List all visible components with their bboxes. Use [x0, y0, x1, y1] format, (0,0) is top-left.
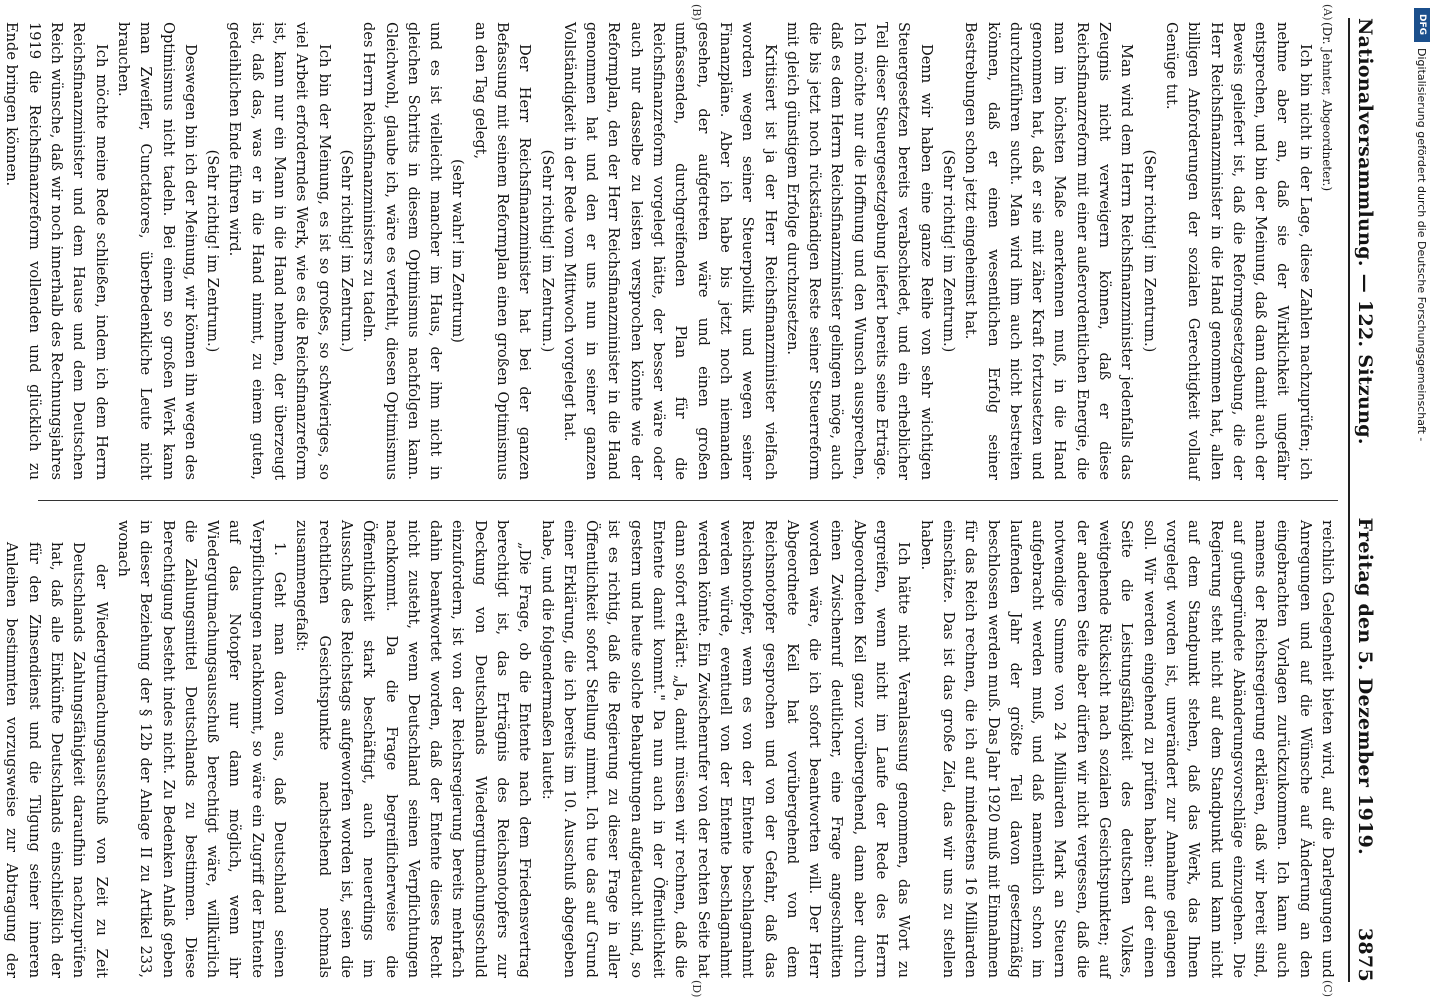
interjection: (Sehr richtig! im Zentrum.)	[337, 149, 355, 353]
stamp-text: Digitalisierung gefördert durch die Deutsche Forschungsgemeinschaft -	[1415, 48, 1428, 442]
page-header	[1354, 18, 1388, 982]
dfg-logo: DFG	[1414, 8, 1430, 42]
right-column	[3, 520, 1338, 978]
paragraph: Ich möchte meine Rede schließen, indem ich dem Herrn Reichsfinanzminister und dem Hause und dem Deutschen Reich wünsche, daß wir noch innerhalb des Rechnungsjahres 1919 die Reichsfinanzreform vollenden und glücklich zu Ende bringen können.	[3, 22, 110, 480]
interjection: (Sehr richtig! im Zentrum.)	[1140, 149, 1158, 353]
paragraph: Ich bin der Meinung, es ist so großes, so schwieriges, so viel Arbeit erforderndes Werk, wie es die Reichsfinanzreform ist, kann nur ein Mann in die Hand nehmen, der überzeugt ist, daß das, was er in die Hand nimmt, zu einem guten, gedeihlichen Ende führen wird.	[226, 22, 333, 480]
paragraph: Deswegen bin ich der Meinung, wir können ihn wegen des Optimismus nicht tadeln. Bei einem so großen Werk kann man Zweifler, Cunctatores, überbedenkliche Leute nicht brauchen.	[114, 22, 199, 480]
margin-mark-c: (C)	[1321, 980, 1334, 997]
column-divider	[38, 500, 1338, 501]
digitization-stamp	[1410, 48, 1432, 632]
paragraph: 1. Geht man davon aus, daß Deutschland seinen Verpflichtungen nachkommt, so wäre ein Zugriff der Entente auf das Notopfer nur dann möglich, wenn ihr Wiedergutmachungsausschuß berechtigt wäre, willkürlich die Zahlungsmittel Deutschlands zu bestimmen. Diese Berechtigung besteht indes nicht. Zu Bedenken Anlaß geben in dieser Beziehung der § 12b der Anlage II zu Artikel 233, wonach	[114, 520, 289, 978]
margin-mark-b: (B)	[690, 4, 703, 21]
paragraph: „Die Frage, ob die Entente nach dem Friedensvertrag berechtigt ist, das Erträgnis des Reichsnotopfers zur Deckung von Deutschlands Wiedergutmachungsschuld einzufordern, ist von der Reichsregierung bereits mehrfach dahin beantwortet worden, daß der Entente dieses Recht nicht zusteht, wenn Deutschland seinen Verpflichtungen nachkommt. Da die Frage begreiflicherweise die Öffentlichkeit stark beschäftigt, auch neuerdings im Ausschuß des Reichstags aufgeworfen worden ist, seien die rechtlichen Gesichtspunkte nachstehend nochmals zusammengefaßt:	[293, 520, 534, 978]
margin-mark-d: (D)	[690, 980, 703, 998]
paragraph: und es ist vielleicht mancher im Haus, der ihm nicht in gleichen Schritts in diesem Optimismus nachfolgen kann. Gleichwohl, glaube ich, wäre es verfehlt, diesen Optimismus des Herrn Reichsfinanzministers zu tadeln.	[360, 22, 445, 480]
interjection: (Sehr richtig! im Zentrum.)	[204, 149, 222, 353]
interjection: (sehr wahr! im Zentrum)	[449, 159, 467, 343]
speaker-line: (Dr. Jehnter, Abgeordneter.)	[1320, 22, 1334, 192]
header-rule	[1348, 18, 1350, 982]
margin-mark-a: (A)	[1321, 4, 1334, 21]
page-number: 3875	[1354, 927, 1376, 982]
paragraph: Kritisiert ist ja der Herr Reichsfinanzminister vielfach worden wegen seiner Steuerpolitik und wegen seiner Finanzpläne. Aber ich habe bis jetzt noch niemanden gesehen, der aufgetreten wäre und einen großen umfassenden, durchgreifenden Plan für die Reichsfinanzreform vorgelegt hätte, der besser wäre oder auch nur dasselbe zu leisten versprochen könnte wie der Reformplan, den der Herr Reichsfinanzminister in die Hand genommen hat und den er uns nun in seiner ganzen Vollständigkeit in der Rede vom Mittwoch vorgelegt hat.	[560, 22, 779, 480]
paragraph: Denn wir haben eine ganze Reihe von sehr wichtigen Steuergesetzen bereits verabschiedet, und ein erheblicher Teil dieser Steuergesetzgebung liefert bereits seine Erträge. Ich möchte nur die Hoffnung und den Wunsch aussprechen, daß es dem Herrn Reichsfinanzminister gelingen möge, auch die bis jetzt noch rückständigen Reste seiner Steuerreform mit gleich günstigem Erfolge durchzusetzen.	[783, 22, 935, 480]
paragraph: Der Herr Reichsfinanzminister hat bei der ganzen Befassung mit seinem Reformplan einen großen Optimismus an den Tag gelegt,	[471, 22, 534, 480]
paragraph: Ich bin nicht in der Lage, diese Zahlen nachzuprüfen; ich nehme aber an, daß sie der Wirklichkeit ungefähr entsprechen, und bin der Meinung, daß dann damit auch der Beweis geliefert ist, daß die Reformgesetzgebung, die der Herr Reichsfinanzminister in die Hand genommen hat, allen billigen Anforderungen der sozialen Gerechtigkeit vollauf Genüge tut.	[1162, 22, 1314, 480]
paragraph: Man wird dem Herrn Reichsfinanzminister jedenfalls das Zeugnis nicht verweigern können, daß er diese Reichsfinanzreform mit einer außerordentlichen Energie, die man im höchsten Maße anerkennen muß, in die Hand genommen hat, daß er sie mit zäher Kraft fortzusetzen und durchzuführen sucht. Man wird ihm auch nicht bestreiten können, daß er einen wesentlichen Erfolg seiner Bestrebungen schon jetzt eingeheimst hat.	[962, 22, 1136, 480]
left-column	[3, 22, 1338, 480]
paragraph: Ich hätte nicht Veranlassung genommen, das Wort zu ergreifen, wenn nicht im Laufe der Rede des Herrn Abgeordneten Keil ganz vorübergehend, dann aber durch einen Zwischenruf deutlicher, eine Frage angeschnitten worden wäre, die ich sofort beantworten will. Der Herr Abgeordnete Keil hat vorübergehend von dem Reichsnotopfer gesprochen und von der Gefahr, daß das Reichsnotopfer, wenn es von der Entente beschlagnahmt werden würde, eventuell von der Entente beschlagnahmt werden könnte. Ein Zwischenrufer von der rechten Seite hat dann sofort erklärt: „Ja, damit müssen wir rechnen, daß die Entente damit kommt." Da nun auch in der Öffentlichkeit gestern und heute solche Behauptungen aufgetaucht sind, so ist es richtig, daß die Regierung zu dieser Frage in aller Öffentlichkeit sofort Stellung nimmt. Ich tue das auf Grund einer Erklärung, die ich bereits im 10. Ausschuß abgegeben habe, und die folgendermaßen lautet:	[538, 520, 913, 978]
header-date: Freitag den 5. Dezember 1919.	[1354, 517, 1376, 856]
quoted-provision: der Wiedergutmachungsausschuß von Zeit zu Zeit Deutschlands Zahlungsfähigkeit daraufhin nachzuprüfen hat, daß alle Einkünfte Deutschlands einschließlich der für den Zinsendienst und die Tilgung seiner inneren Anleihen bestimmten vorzugsweise zur Abtragung der	[3, 542, 110, 978]
interjection: (Sehr richtig! im Zentrum.)	[538, 149, 556, 353]
header-left: Nationalversammlung. — 122. Sitzung.	[1354, 18, 1376, 445]
interjection: (Sehr richtig! im Zentrum.)	[939, 149, 957, 353]
paragraph: reichlich Gelegenheit bieten wird, auf die Darlegungen und Anregungen und auf die Wünsche auf Änderung an den eingebrachten Vorlagen zurückzukommen. Ich kann auch namens der Reichsregierung erklären, daß wir bereit sind, auf gutbegründete Abänderungsvorschläge einzugehen. Die Regierung steht nicht auf dem Standpunkt und kann nicht auf dem Standpunkt stehen, daß das Werk, das Ihnen vorgelegt worden ist, unverändert zur Annahme gelangen soll. Wir werden eingehend zu prüfen haben: auf der einen Seite die Leistungsfähigkeit des deutschen Volkes, weitgehende Rücksicht nach sozialen Gesichtspunkten; auf der anderen Seite aber dürfen wir nicht vergessen, daß die notwendige Summe von 24 Milliarden Mark an Steuern aufgebracht werden muß, und daß namentlich schon im laufenden Jahr der größte Teil davon gesetzmäßig beschlossen werden muß. Das Jahr 1920 muß mit Einnahmen für das Reich rechnen, die ich auf mindestens 16 Milliarden einschätze. Das ist das große Ziel, das wir uns zu stellen haben.	[917, 520, 1336, 978]
